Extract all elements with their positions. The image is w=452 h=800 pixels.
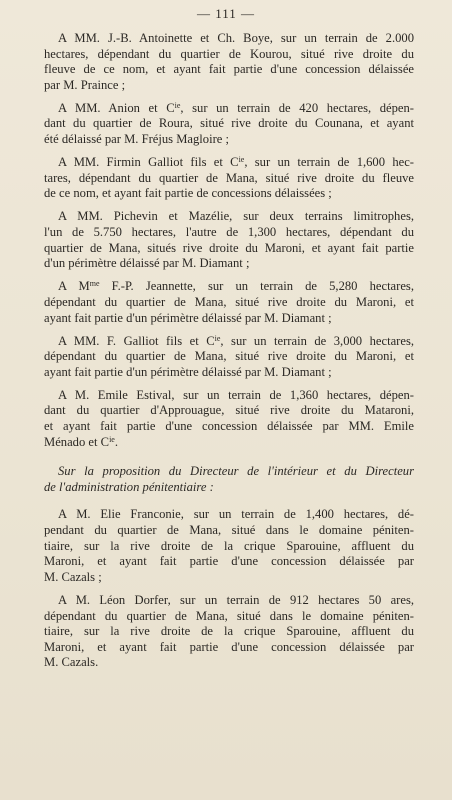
paragraph-line: M. Cazals ; [44,569,102,584]
paragraph-line: l'un de 5.750 hectares, l'autre de 1,300 hectares, dépendant du [44,225,414,240]
paragraph-line: Ménado et $C^{ie}$. [44,434,118,449]
paragraph-line: et ayant fait partie d'une concession délaissée par MM. Emile [44,419,414,434]
paragraph-line: de ce nom, et ayant fait partie de concessions délaissées ; [44,186,332,201]
paragraph-line: A $M^{me}$ F.-P. Jeannette, sur un terrain de 5,280 hectares, [58,279,414,294]
paragraph-line: d'un périmètre délaissé par M. Diamant ; [44,256,250,271]
paragraph-antoinette-boye [44,31,414,93]
paragraph-line: A MM. Firmin Galliot fils et $C^{ie}$, sur un terrain de 1,600 hec- [58,155,414,170]
paragraph-line: tiaire, sur la rive droite de la crique Sparouine, affluent du [44,624,414,639]
paragraph-line: hectares, dépendant du quartier de Kourou, situé rive droite du [44,46,414,61]
paragraph-line: A M. Emile Estival, sur un terrain de 1,360 hectares, dépen- [58,387,414,402]
paragraph-line: ayant fait partie d'un périmètre délaissé par M. Diamant ; [44,310,332,325]
paragraph-anion [44,101,414,148]
paragraph-line: A M. Léon Dorfer, sur un terrain de 912 hectares 50 ares, [58,592,414,607]
page-number: — 111 — [196,6,256,21]
paragraph-line: ayant fait partie d'un périmètre délaissé par M. Diamant ; [44,364,332,379]
paragraph-line: quartier de Mana, situés rive droite du Maroni, et ayant fait partie [44,240,414,255]
paragraph-f-galliot [44,334,414,381]
page-body [44,31,414,678]
section-heading [44,464,414,495]
paragraph-line: M. Cazals. [44,655,99,670]
paragraph-line: A M. Elie Franconie, sur un terrain de 1,400 hectares, dé- [58,507,414,522]
paragraph-line: A MM. J.-B. Antoinette et Ch. Boye, sur un terrain de 2.000 [58,31,414,45]
paragraph-jeannette [44,279,414,326]
paragraph-line: tares, dépendant du quartier de Mana, situé rive droite du fleuve [44,170,414,185]
paragraph-firmin-galliot [44,155,414,202]
paragraph-line: A MM. Anion et $C^{ie}$, sur un terrain de 420 hectares, dépen- [58,100,414,115]
paragraph-line: dant du quartier de Roura, situé rive droite du Counana, et ayant [44,116,414,131]
paragraph-pichevin-mazelie [44,209,414,271]
paragraph-dorfer [44,593,414,671]
paragraph-line: Maroni, et ayant fait partie d'une concession délaissée par [44,639,414,654]
paragraph-estival [44,388,414,450]
paragraph-line: tiaire, sur la rive droite de la crique Sparouine, affluent du [44,538,414,553]
paragraph-line: A MM. F. Galliot fils et $C^{ie}$, sur un terrain de 3,000 hectares, [58,333,414,348]
paragraph-line: fleuve de ce nom, et ayant fait partie d'une concession délaissée [44,62,414,77]
paragraph-line: A MM. Pichevin et Mazélie, sur deux terrains limitrophes, [58,209,414,224]
heading-line: de l'administration pénitentiaire : [44,479,214,494]
paragraph-line: dépendant du quartier de Mana, situé rive droite du Maroni, et [44,349,414,364]
paragraph-line: été délaissé par M. Fréjus Magloire ; [44,132,230,147]
paragraph-line: dant du quartier d'Approuague, situé rive droite du Mataroni, [44,403,414,418]
paragraph-line: pendant du quartier de Mana, situé dans le domaine péniten- [44,523,414,538]
paragraph-line: par M. Praince ; [44,77,126,92]
heading-line: Sur la proposition du Directeur de l'intérieur et du Directeur [58,464,414,479]
paragraph-line: Maroni, et ayant fait partie d'une concession délaissée par [44,554,414,569]
paragraph-franconie [44,507,414,585]
paragraph-line: dépendant du quartier de Mana, situé dans le domaine péniten- [44,608,414,623]
paragraph-line: dépendant du quartier de Mana, situé rive droite du Maroni, et [44,294,414,309]
